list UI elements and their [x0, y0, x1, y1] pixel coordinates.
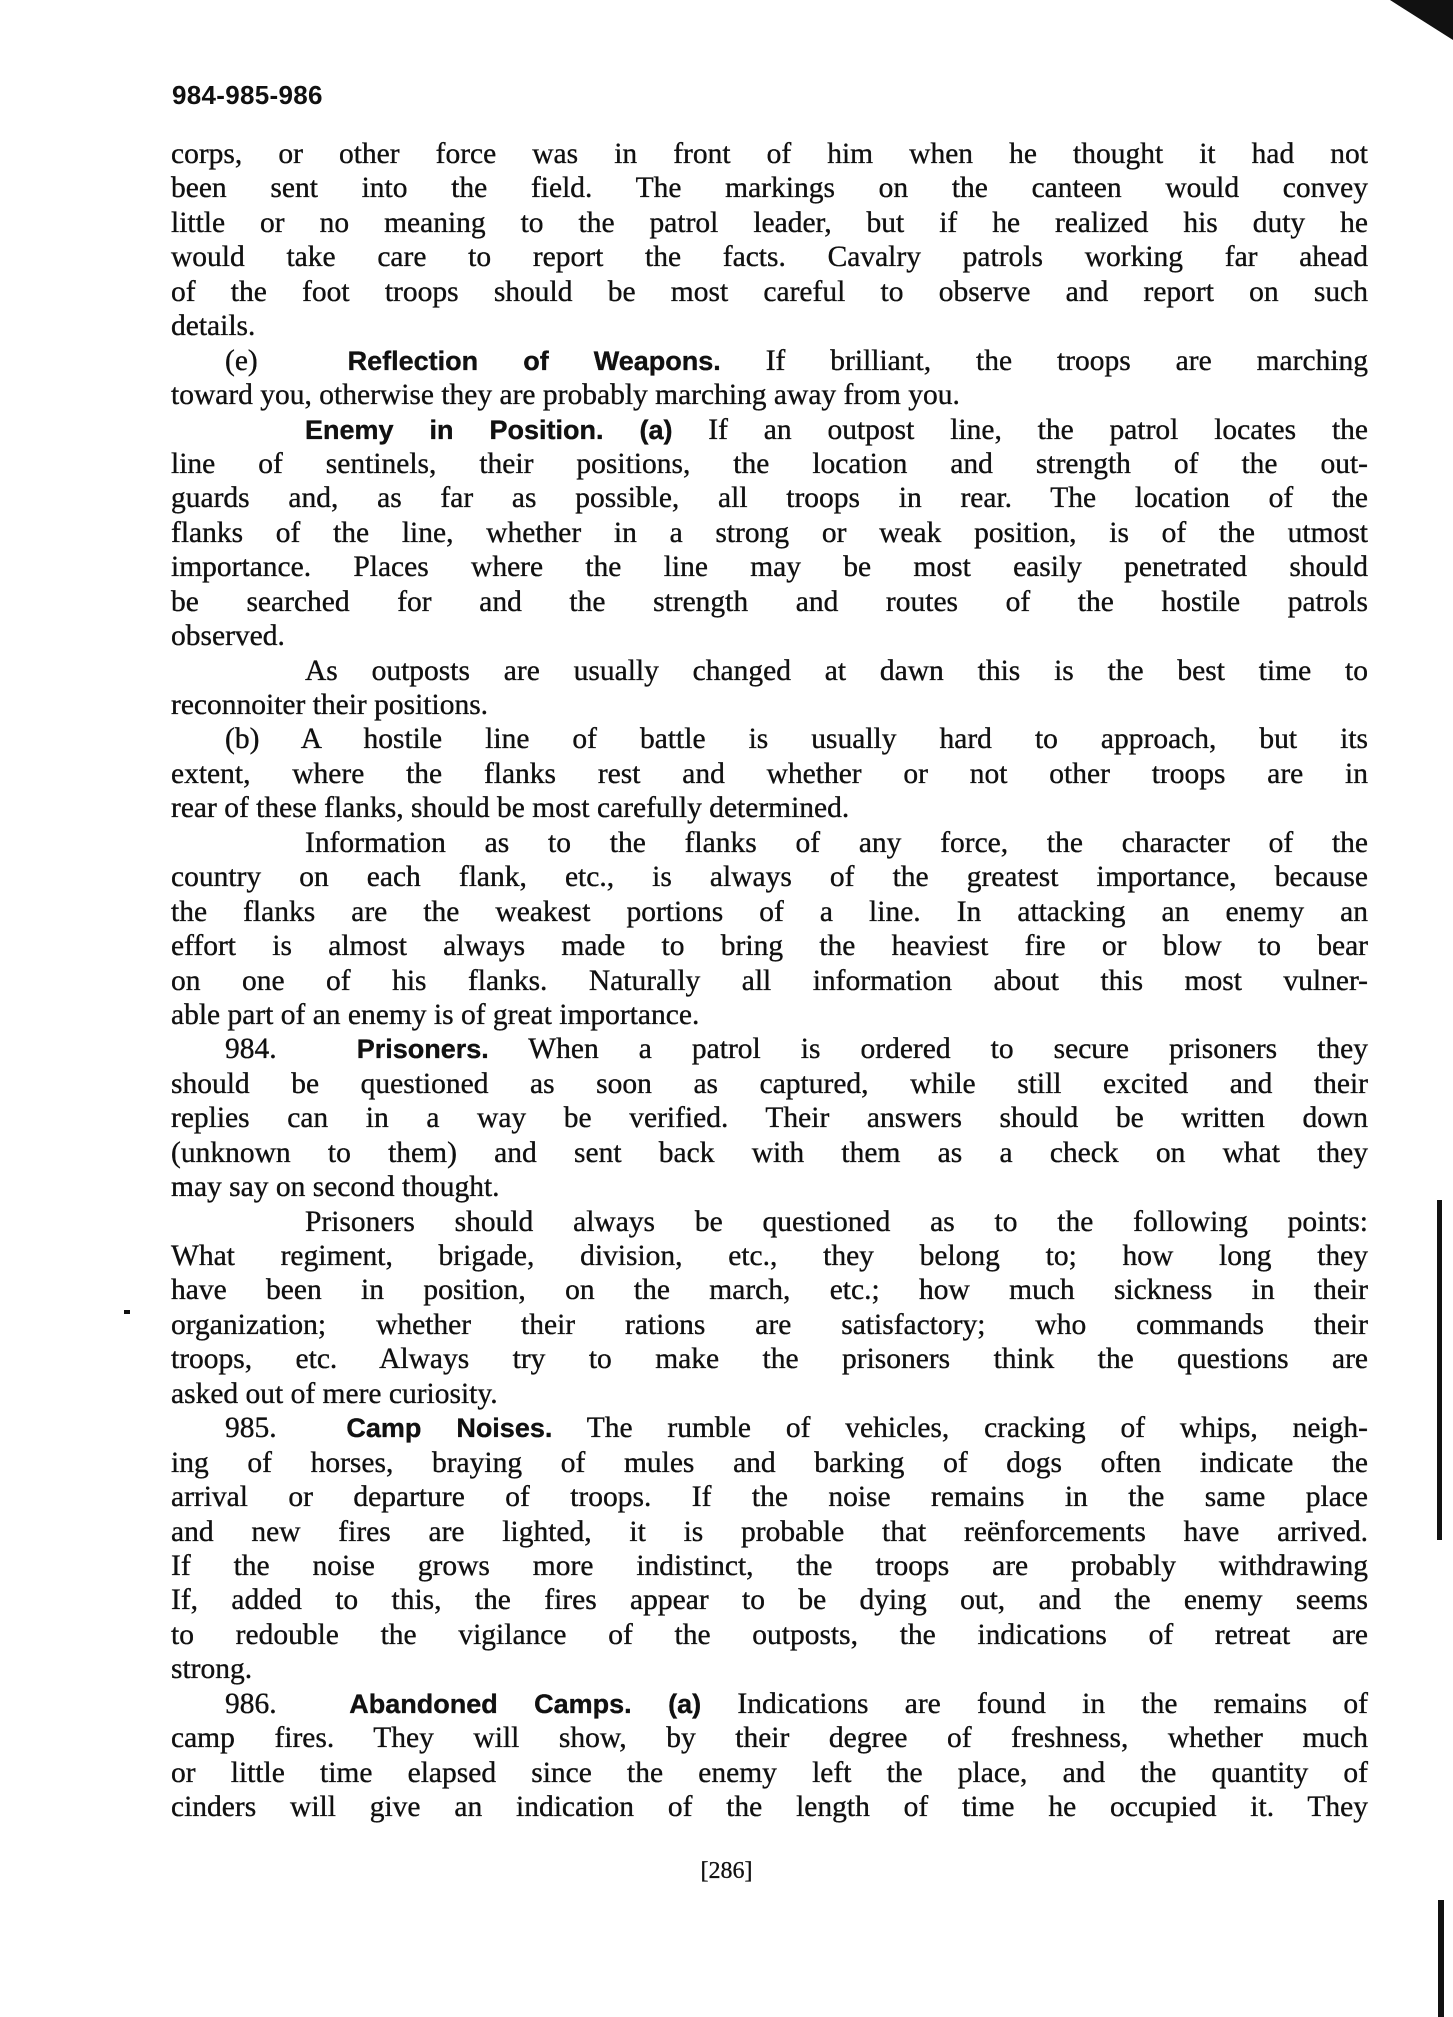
- text-line: observed.: [171, 620, 285, 653]
- text-line: guards and, as far as possible, all troops in rear. The location of the: [171, 482, 1368, 515]
- text-line: Information as to the flanks of any force, the character of the: [305, 826, 1368, 859]
- text-line: have been in position, on the march, etc.; how much sickness in their: [171, 1274, 1368, 1307]
- text-line: flanks of the line, whether in a strong or weak position, is of the utmost: [171, 516, 1368, 549]
- section-number: 985.: [225, 1412, 277, 1445]
- text-line: toward you, otherwise they are probably marching away from you.: [171, 379, 960, 412]
- text-line: on one of his flanks. Naturally all information about this most vulner-: [171, 964, 1368, 997]
- text-line: cinders will give an indication of the length of time he occupied it. They: [171, 1791, 1368, 1823]
- text-line: If, added to this, the fires appear to be dying out, and the enemy seems: [171, 1584, 1368, 1617]
- text-run: If brilliant, the troops are marching: [720, 344, 1369, 377]
- text-line: corps, or other force was in front of him when he thought it had not: [171, 138, 1368, 170]
- text-line: (b) A hostile line of battle is usually hard to approach, but its: [225, 723, 1368, 756]
- scan-edge-right: [1437, 1200, 1442, 1540]
- section-heading-line: [171, 1032, 1368, 1066]
- text-line: importance. Places where the line may be most easily penetrated should: [171, 551, 1368, 584]
- text-line: the flanks are the weakest portions of a line. In attacking an enemy an: [171, 895, 1368, 928]
- text-line: to redouble the vigilance of the outposts, the indications of retreat are: [171, 1618, 1368, 1651]
- text-line: strong.: [171, 1653, 253, 1686]
- subsection-heading-line: [171, 344, 1368, 378]
- text-line: As outposts are usually changed at dawn this is the best time to: [305, 654, 1368, 687]
- text-line: line of sentinels, their positions, the location and strength of the out-: [171, 447, 1368, 480]
- text-run: Indications are found in the remains of: [701, 1687, 1368, 1720]
- subsection-title: Reflection of Weapons.: [347, 345, 721, 376]
- page-number: [286]: [700, 1858, 753, 1884]
- subsection-heading-line: [171, 413, 1368, 447]
- subsection-label: (e): [225, 344, 258, 377]
- text-line: be searched for and the strength and routes of the hostile patrols: [171, 585, 1368, 618]
- section-title: Prisoners.: [356, 1034, 489, 1065]
- text-line: or little time elapsed since the enemy left the place, and the quantity of: [171, 1756, 1368, 1789]
- text-line: of the foot troops should be most careful to observe and report on such: [171, 275, 1368, 308]
- text-run: The rumble of vehicles, cracking of whips, neigh-: [552, 1412, 1369, 1445]
- text-line: been sent into the field. The markings on the canteen would convey: [171, 172, 1368, 205]
- text-line: would take care to report the facts. Cavalry patrols working far ahead: [171, 241, 1368, 274]
- text-line: replies can in a way be verified. Their answers should be written down: [171, 1102, 1368, 1135]
- section-title: Abandoned Camps. (a): [349, 1688, 702, 1719]
- text-line: effort is almost always made to bring the heaviest fire or blow to bear: [171, 930, 1368, 963]
- scan-edge-corner: [1390, 0, 1453, 40]
- body-text: [171, 137, 1368, 1824]
- text-line: troops, etc. Always try to make the prisoners think the questions are: [171, 1343, 1368, 1376]
- text-line: rear of these flanks, should be most carefully determined.: [171, 792, 850, 825]
- text-line: ing of horses, braying of mules and barking of dogs often indicate the: [171, 1446, 1368, 1479]
- section-number-header: 984-985-986: [172, 80, 323, 110]
- text-line: details.: [171, 310, 256, 343]
- text-run: When a patrol is ordered to secure prisoners they: [488, 1033, 1368, 1066]
- section-number: 984.: [225, 1033, 277, 1066]
- text-line: Prisoners should always be questioned as to the following points:: [305, 1205, 1368, 1238]
- scan-speck: [124, 1310, 130, 1314]
- text-line: What regiment, brigade, division, etc., they belong to; how long they: [171, 1240, 1368, 1272]
- text-line: country on each flank, etc., is always of the greatest importance, because: [171, 861, 1368, 894]
- text-line: organization; whether their rations are satisfactory; who commands their: [171, 1308, 1368, 1341]
- text-line: able part of an enemy is of great importance.: [171, 998, 700, 1031]
- scan-edge-bottom-right: [1438, 1900, 1444, 2017]
- text-line: extent, where the flanks rest and whether or not other troops are in: [171, 757, 1368, 790]
- text-line: (unknown to them) and sent back with them as a check on what they: [171, 1136, 1368, 1169]
- text-run: If an outpost line, the patrol locates the: [672, 413, 1368, 446]
- text-line: and new fires are lighted, it is probable that reënforcements have arrived.: [171, 1515, 1368, 1548]
- section-heading-line: [171, 1687, 1368, 1721]
- section-heading-line: [171, 1411, 1368, 1445]
- text-line: arrival or departure of troops. If the noise remains in the same place: [171, 1481, 1368, 1514]
- text-line: camp fires. They will show, by their degree of freshness, whether much: [171, 1722, 1368, 1755]
- text-line: little or no meaning to the patrol leader, but if he realized his duty he: [171, 206, 1368, 239]
- section-number: 986.: [225, 1687, 277, 1720]
- text-line: If the noise grows more indistinct, the troops are probably withdrawing: [171, 1549, 1368, 1582]
- text-line: may say on second thought.: [171, 1171, 500, 1204]
- subsection-title: Enemy in Position. (a): [305, 414, 673, 445]
- text-line: should be questioned as soon as captured, while still excited and their: [171, 1067, 1368, 1100]
- text-line: reconnoiter their positions.: [171, 689, 489, 721]
- text-line: asked out of mere curiosity.: [171, 1377, 498, 1410]
- section-title: Camp Noises.: [346, 1413, 553, 1444]
